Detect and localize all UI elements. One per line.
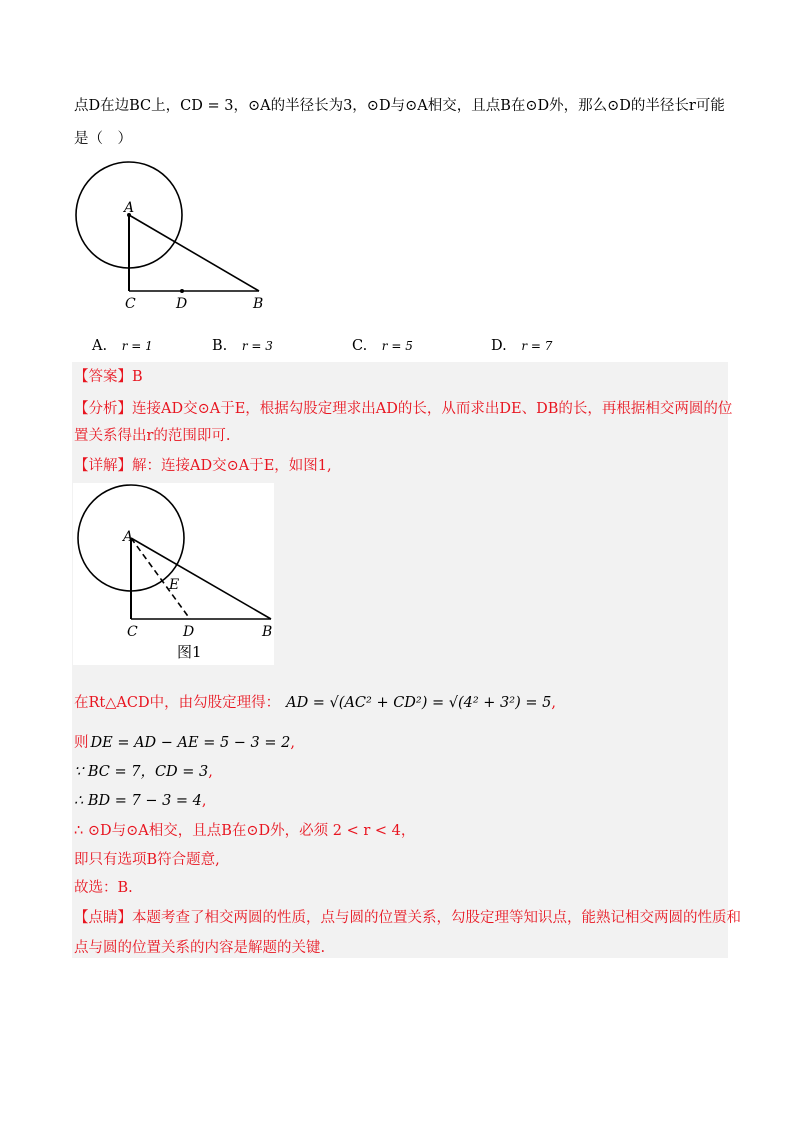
question-figure (72, 158, 272, 314)
analysis-text-1: 连接AD交⊙A于E，根据勾股定理求出AD的长，从而求出DE、DB的长，再根据相交两圆的位 (132, 401, 733, 417)
option-d (491, 336, 552, 356)
step1-suffix: , (551, 695, 556, 711)
detail-figure (73, 483, 274, 665)
answer-line (74, 367, 143, 387)
option-letter: D. (491, 338, 507, 354)
step1-math: AD = √(AC² + CD²) = √(4² + 3²) = 5 (286, 695, 552, 711)
segment-ab (131, 538, 271, 619)
detail-tag: 【详解】 (74, 458, 132, 474)
option-value: r = 1 (121, 339, 153, 353)
detail-line-1 (74, 456, 332, 476)
analysis-line-1 (74, 399, 732, 419)
label-a: A (124, 200, 135, 216)
point-d (180, 289, 184, 293)
label-c: C (127, 624, 138, 640)
step2-suffix: , (290, 735, 295, 751)
label-c: C (125, 296, 136, 312)
label-d: D (176, 296, 188, 312)
detail-step-1 (74, 693, 556, 713)
label-d: D (183, 624, 195, 640)
option-a (92, 336, 153, 356)
step3-math: ∵ BC = 7，CD = 3 (74, 764, 209, 780)
comment-tag: 【点睛】 (74, 910, 132, 926)
label-a: A (123, 529, 134, 545)
step4-suffix: , (201, 793, 207, 809)
detail-step-7: 故选：B. (74, 880, 133, 896)
figure-caption: 图1 (177, 643, 202, 661)
comment-line-1 (74, 908, 741, 928)
step2-math: DE = AD − AE = 5 − 3 = 2 (90, 735, 291, 751)
comment-text-1: 本题考查了相交两圆的性质，点与圆的位置关系，勾股定理等知识点，能熟记相交两圆的性质和 (132, 910, 741, 926)
option-letter: A. (92, 338, 108, 354)
question-line-1: 点D在边BC上，CD = 3，⊙A的半径长为3，⊙D与⊙A相交，且点B在⊙D外，那么⊙D的半径长r可能 (74, 98, 725, 114)
detail-step-5: ∴ ⊙D与⊙A相交，且点B在⊙D外，必须 2 < r < 4， (74, 823, 416, 839)
label-b: B (262, 624, 273, 640)
step3-suffix: , (208, 764, 213, 780)
option-c (352, 336, 413, 356)
segment-ab (129, 215, 259, 291)
answer-tag: 【答案】 (74, 369, 132, 385)
detail-step-6: 即只有选项B符合题意, (74, 852, 220, 868)
detail-step-4 (74, 791, 207, 811)
detail-step-3 (74, 762, 213, 782)
label-e: E (169, 577, 180, 593)
option-value: r = 3 (241, 339, 273, 353)
analysis-tag: 【分析】 (74, 401, 132, 417)
option-value: r = 7 (521, 339, 553, 353)
detail-text-1: 解：连接AD交⊙A于E，如图1, (132, 458, 332, 474)
question-line-2: 是（ ） (74, 131, 132, 147)
step1-prefix: 在Rt△ACD中，由勾股定理得： (74, 695, 281, 711)
analysis-line-2: 置关系得出r的范围即可. (74, 428, 231, 444)
segment-ad-dashed (131, 538, 190, 619)
comment-line-2: 点与圆的位置关系的内容是解题的关键. (74, 940, 326, 956)
option-letter: B. (212, 338, 228, 354)
answer-text: B (132, 369, 143, 385)
option-letter: C. (352, 338, 368, 354)
detail-step-2 (74, 733, 295, 753)
option-b (212, 336, 273, 356)
label-b: B (253, 296, 264, 312)
step2-prefix: 则 (74, 735, 89, 751)
step4-math: ∴ BD = 7 − 3 = 4 (74, 793, 202, 809)
option-value: r = 5 (381, 339, 413, 353)
